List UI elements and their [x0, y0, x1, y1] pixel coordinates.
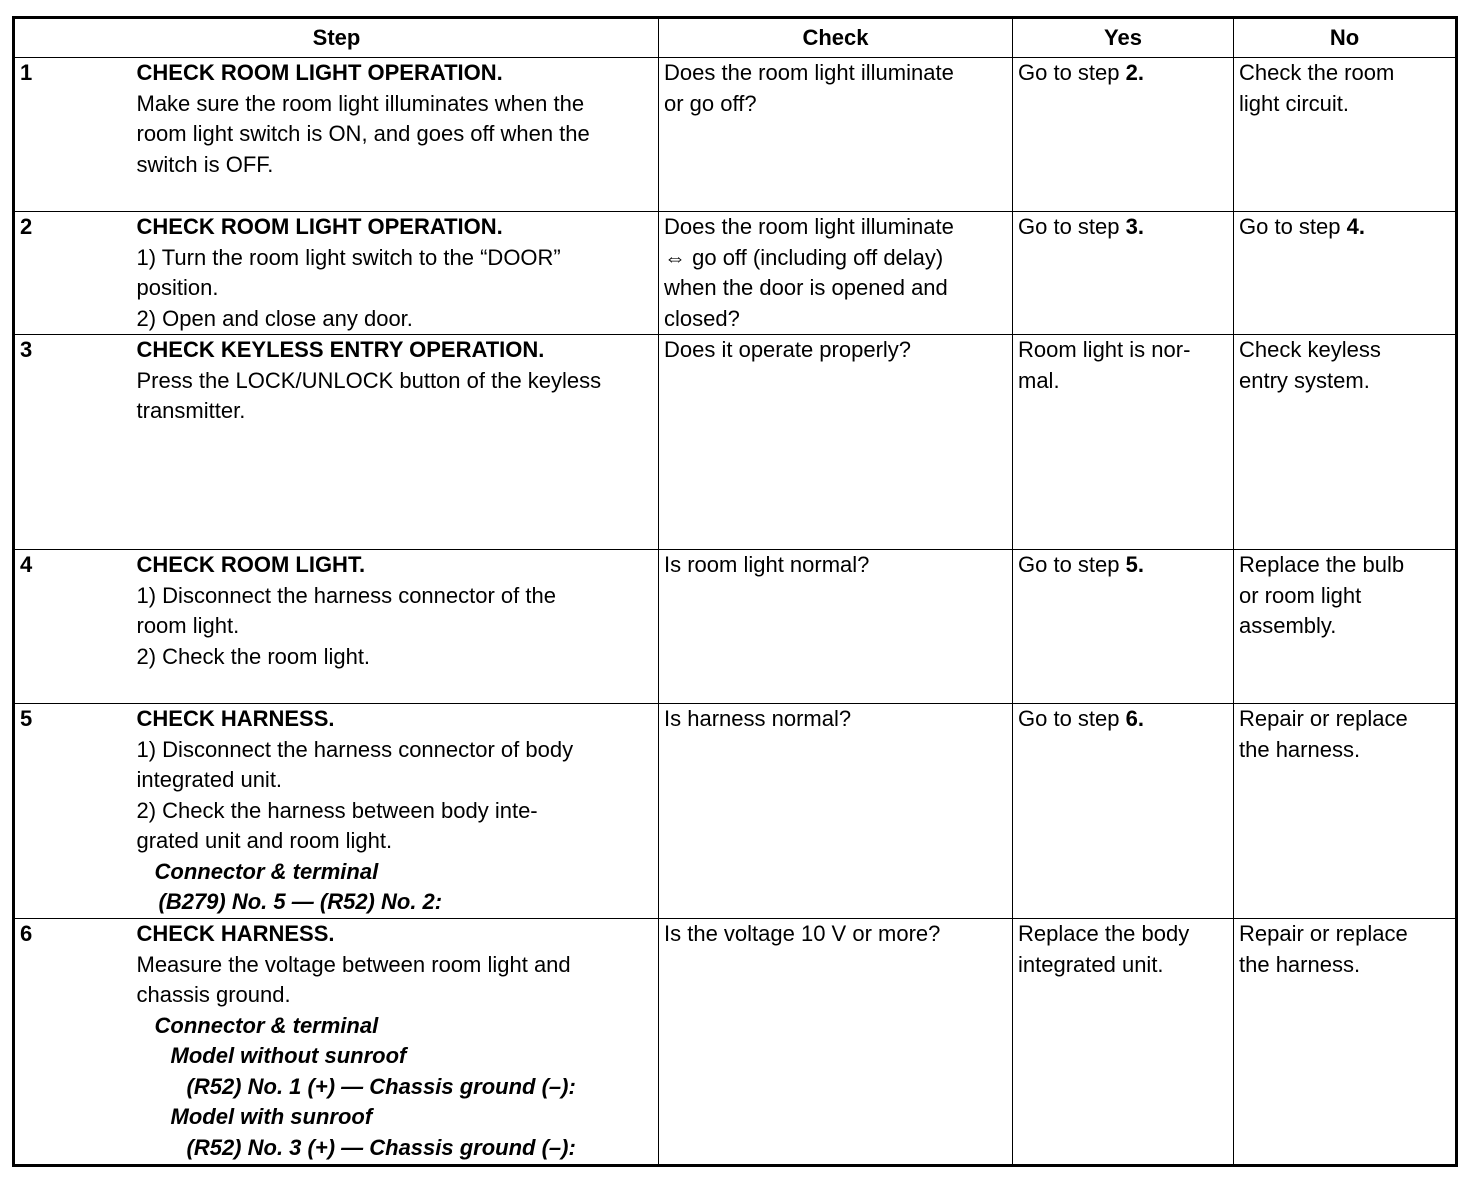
check-text: Does the room light illuminate — [664, 214, 954, 239]
step-text: 1) Disconnect the harness connector of the — [136, 582, 556, 608]
step-title: CHECK ROOM LIGHT. — [136, 552, 366, 577]
header-row — [14, 18, 1457, 58]
no-step-ref: 4 — [1346, 214, 1359, 239]
step-number: 4 — [14, 550, 132, 704]
check-text: closed? — [664, 305, 740, 331]
check-text: Is room light normal? — [664, 552, 870, 577]
step-text: 2) Check the harness between body inte- — [136, 797, 538, 823]
yes-suffix: . — [1137, 214, 1144, 239]
no-cell — [1234, 212, 1457, 335]
connector-label: Connector & terminal — [154, 1012, 379, 1038]
yes-suffix: . — [1137, 60, 1144, 85]
no-text: Repair or replace — [1239, 921, 1408, 946]
header-step: Step — [14, 18, 659, 58]
check-cell — [659, 550, 1013, 704]
yes-text: Go to step — [1018, 214, 1126, 239]
yes-suffix: . — [1137, 706, 1144, 731]
check-text: or go off? — [664, 90, 757, 116]
yes-cell — [1013, 919, 1234, 1166]
no-suffix: . — [1358, 214, 1365, 239]
step-title: CHECK ROOM LIGHT OPERATION. — [136, 214, 503, 239]
step-text: room light. — [136, 613, 240, 638]
step-text: integrated unit. — [136, 767, 283, 792]
step-cell — [132, 919, 659, 1166]
step-number: 3 — [14, 335, 132, 550]
step-title: CHECK HARNESS. — [136, 921, 335, 946]
step-text: grated unit and room light. — [136, 828, 393, 853]
step-text: switch is OFF. — [136, 151, 274, 177]
table-row — [14, 212, 1457, 335]
yes-text: Replace the body — [1018, 921, 1190, 946]
yes-cell — [1013, 550, 1234, 704]
step-number: 1 — [14, 58, 132, 212]
no-text: entry system. — [1239, 367, 1370, 393]
step-number: 2 — [14, 212, 132, 335]
yes-step-ref: 2 — [1125, 60, 1138, 85]
table-row — [14, 704, 1457, 919]
connector-terminal: (B279) No. 5 — (R52) No. 2: — [158, 889, 443, 914]
no-text: the harness. — [1239, 736, 1361, 762]
diagnostic-table — [12, 16, 1458, 1167]
step-number: 5 — [14, 704, 132, 919]
yes-text: mal. — [1018, 367, 1060, 393]
yes-step-ref: 5 — [1125, 552, 1138, 577]
yes-suffix: . — [1137, 552, 1144, 577]
step-cell — [132, 704, 659, 919]
header-check: Check — [659, 18, 1013, 58]
step-text: transmitter. — [136, 398, 246, 423]
step-text: 2) Check the room light. — [136, 643, 371, 669]
check-text: Is harness normal? — [664, 706, 852, 731]
step-text: room light switch is ON, and goes off when the — [136, 121, 590, 146]
yes-text: Go to step — [1018, 552, 1126, 577]
yes-text: Go to step — [1018, 60, 1126, 85]
no-text: Check keyless — [1239, 337, 1381, 362]
table-row — [14, 58, 1457, 212]
step-cell — [132, 58, 659, 212]
yes-text: Go to step — [1018, 706, 1126, 731]
step-text: position. — [136, 275, 219, 300]
yes-cell — [1013, 335, 1234, 550]
check-cell — [659, 335, 1013, 550]
yes-step-ref: 6 — [1125, 706, 1138, 731]
step-text: 1) Disconnect the harness connector of body — [136, 736, 574, 762]
step-text: Measure the voltage between room light and — [136, 951, 571, 977]
no-text: Repair or replace — [1239, 706, 1408, 731]
yes-step-ref: 3 — [1125, 214, 1138, 239]
check-text: Does the room light illuminate — [664, 60, 954, 85]
check-text: when the door is opened and — [664, 275, 948, 300]
table-row — [14, 335, 1457, 550]
no-text: Check the room — [1239, 60, 1395, 85]
model-label: Model without sunroof — [170, 1043, 407, 1068]
yes-text: integrated unit. — [1018, 951, 1164, 977]
no-cell — [1234, 58, 1457, 212]
step-cell — [132, 335, 659, 550]
connector-terminal: (R52) No. 1 (+) — Chassis ground (–): — [186, 1073, 576, 1099]
step-number: 6 — [14, 919, 132, 1166]
yes-text: Room light is nor- — [1018, 337, 1191, 362]
no-text: Go to step — [1239, 214, 1347, 239]
step-cell — [132, 212, 659, 335]
model-label: Model with sunroof — [170, 1104, 373, 1129]
no-text: light circuit. — [1239, 90, 1350, 116]
no-text: assembly. — [1239, 613, 1337, 638]
yes-cell — [1013, 58, 1234, 212]
step-title: CHECK HARNESS. — [136, 706, 335, 731]
step-text: 1) Turn the room light switch to the “DOOR” — [136, 244, 561, 270]
yes-cell — [1013, 212, 1234, 335]
step-title: CHECK ROOM LIGHT OPERATION. — [136, 60, 503, 85]
no-cell — [1234, 704, 1457, 919]
step-title: CHECK KEYLESS ENTRY OPERATION. — [136, 337, 545, 362]
header-no: No — [1234, 18, 1457, 58]
check-cell — [659, 58, 1013, 212]
header-yes: Yes — [1013, 18, 1234, 58]
check-cell — [659, 919, 1013, 1166]
check-text: Is the voltage 10 V or more? — [664, 921, 941, 946]
no-cell — [1234, 335, 1457, 550]
connector-terminal: (R52) No. 3 (+) — Chassis ground (–): — [186, 1134, 576, 1160]
no-cell — [1234, 919, 1457, 1166]
step-text: Make sure the room light illuminates when the — [136, 90, 585, 116]
no-cell — [1234, 550, 1457, 704]
check-text: ⇔ go off (including off delay) — [664, 244, 944, 270]
table-row — [14, 550, 1457, 704]
step-text: Press the LOCK/UNLOCK button of the keyless — [136, 367, 602, 393]
step-text: chassis ground. — [136, 982, 291, 1007]
check-cell — [659, 704, 1013, 919]
no-text: the harness. — [1239, 951, 1361, 977]
table-row — [14, 919, 1457, 1166]
no-text: Replace the bulb — [1239, 552, 1405, 577]
check-text: Does it operate properly? — [664, 337, 912, 362]
no-text: or room light — [1239, 582, 1362, 608]
check-cell — [659, 212, 1013, 335]
connector-label: Connector & terminal — [154, 858, 379, 884]
yes-cell — [1013, 704, 1234, 919]
step-text: 2) Open and close any door. — [136, 305, 413, 331]
step-cell — [132, 550, 659, 704]
